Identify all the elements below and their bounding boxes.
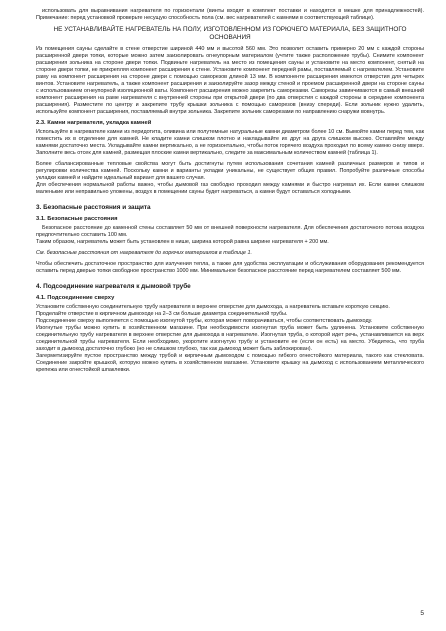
safe-distance-paragraph-1: Безопасное расстояние до каменной стены составляет 50 мм от внешней поверхности нагревателя. Для обеспечения достаточного потока воздуха предпочтительно составить 100 мм. — [36, 225, 424, 238]
connection-paragraph-2: Проделайте отверстие в кирпичном дымоходе на 2–3 см больше диаметра соединительной трубы. — [36, 311, 288, 317]
safe-distance-paragraph-3: Чтобы обеспечить достаточное пространство для излучения тепла, а также для удобства эксплуатации и обслуживания оборудования рекомендуется оставить перед дверью топки свободное пространство 1000 мм. Минимальное безопасное расстояние перед нагревателем составляет 500 мм. — [36, 261, 424, 274]
safe-distance-paragraph-2: Таким образом, нагреватель может быть установлен в нише, ширина которой равна ширине нагревателя + 200 мм. — [36, 239, 329, 245]
installation-paragraph: Из помещения сауны сделайте в стене отверстие шириной 440 мм и высотой 560 мм. Это позволит оставить примерно 20 мм с каждой стороны расширенной двери топки, которые можно затем заизолировать огнеупорным материалом (учтите также расположение трубы). Снимите компонент расширения зольника на стороне двери топки. Подвиньте нагреватель на место из помещения сауны и установите на место компонент, снятый на стороне двери топки, не прикрепляя компонент расширения к стене. Установите компонент передней рамы, поставляемый с нагревателем. Установите раму на компонент расширения на стороне двери с помощью саморезов длиной 13 мм. В компоненте расширения имеются отверстия для четырех винтов. Установите нагреватель, а также компонент расширения и заизолируйте зазор между стеной и проемом расширенной двери на стороне сауны с использованием огнеупорной изоляционной ваты. Компонент расширения можно закрепить саморезами. Саморезы завинчиваются в самый внешний компонент расширения на раме нагревателя с внутренней стороны при открытой двери (по два отверстия с каждой стороны в середине компонента расширения). Разместите по центру и закрепите трубу крышки зольника с помощью саморезов (внизу спереди). Если зольник нужно удалить, используйте компонент расширения, поставляемый внутри зольника. Закрепите зольник саморезами по направлению снаружи вовнутрь. — [36, 46, 424, 115]
connection-paragraph-1: Установите собственную соединительную трубу нагревателя в верхнее отверстие для дымохода, а нагреватель вставьте короткую секцию. — [36, 304, 390, 310]
stones-paragraph-1: Используйте в нагревателе камни из перидотита, оливина или полутемные натуральные камни диаметром более 10 см. Вымойте камни перед тем, как поместить их в отделение для камней. Не кладите камни слишком плотно и накладывайте их друг на друга слишком высоко. Оставляйте между камнями достаточно места. Укладывайте камни вертикально, а не горизонтально, чтобы поток горячего воздуха проходил по всему камню снизу вверх. Заполните весь отсек для камней, размещая плоские камни вертикально, следите за максимальным количеством камней (таблица 1). — [36, 129, 424, 156]
section-3-heading: 3. Безопасные расстояния и защита — [36, 204, 151, 211]
section-2-3-heading: 2.3. Камни нагревателя, укладка камней — [36, 120, 152, 126]
connection-paragraph-4: Изогнутые трубы можно купить в хозяйственном магазине. При необходимости изогнутая труба может быть удлинена. Установите собственную соединительную трубу нагревателя в верхнее отверстие для дымохода в нагревателе. Изогнутая труба, о которой идет речь, устанавливается на верх соединительной трубы нагревателя. Если необходимо, укоротите изогнутую трубу и установите ее (если он есть) на место. Убедитесь, что труба заходит в дымоход достаточно глубоко (но не слишком глубоко, так как дымоход может быть заблокирован). — [36, 325, 424, 352]
section-4-1-heading: 4.1. Подсоединение сверху — [36, 295, 115, 301]
warning-notice: НЕ УСТАНАВЛИВАЙТЕ НАГРЕВАТЕЛЬ НА ПОЛУ, ИЗГОТОВЛЕННОМ ИЗ ГОРЮЧЕГО МАТЕРИАЛА, БЕЗ ЗАЩИТНОГО ОСНОВАНИЯ — [53, 26, 407, 41]
stones-paragraph-2: Более сбалансированные тепловые свойства могут быть достигнуты путем использования сочетания камней различных размеров и типов и регулировки количества камней. Поскольку камни и варианты укладки уникальны, не существует общих правил. Попробуйте различные способы укладки камней и найдите идеальный вариант для вашего случая. — [36, 161, 424, 181]
stones-paragraph-3: Для обеспечения нормальной работы важно, чтобы дымовой газ свободно проходил между камнями и быстро нагревал их. Если камни слишком маленькие или неправильно уложены, воздух в помещении сауны будет нагреваться, а камни будут оставаться холодными. — [36, 182, 424, 195]
connection-paragraph-5: Загерметизируйте пустое пространство между трубой и кирпичным дымоходом с помощью гибкого огнестойкого материала, такого как стекловата. Соединение закройте крышкой, которую можно купить в хозяйственном магазине. Установите крышку на дымоход с использованием металлического крепежа или огнестойкой шпаклевки. — [36, 353, 424, 373]
page-number: 5 — [420, 610, 424, 617]
intro-paragraph: использовать для выравнивания нагревателя по горизонтали (винты входят в комплект поставки и находятся в мешке для принадлежностей). Примечание: перед установкой проверьте несущую способность пола (см. вес нагревателей с камнями в соответствующей таблице). — [36, 8, 424, 21]
safe-distance-reference: См. безопасные расстояния от нагревателя до горючих материалов в таблице 1. — [36, 250, 252, 256]
section-3-1-heading: 3.1. Безопасные расстояния — [36, 216, 118, 222]
connection-paragraph-3: Подсоединение сверху выполняется с помощью изогнутой трубы, которая может поворачиваться, чтобы соответствовать дымоходу. — [36, 318, 373, 324]
section-4-heading: 4. Подсоединение нагревателя к дымовой трубе — [36, 283, 191, 290]
